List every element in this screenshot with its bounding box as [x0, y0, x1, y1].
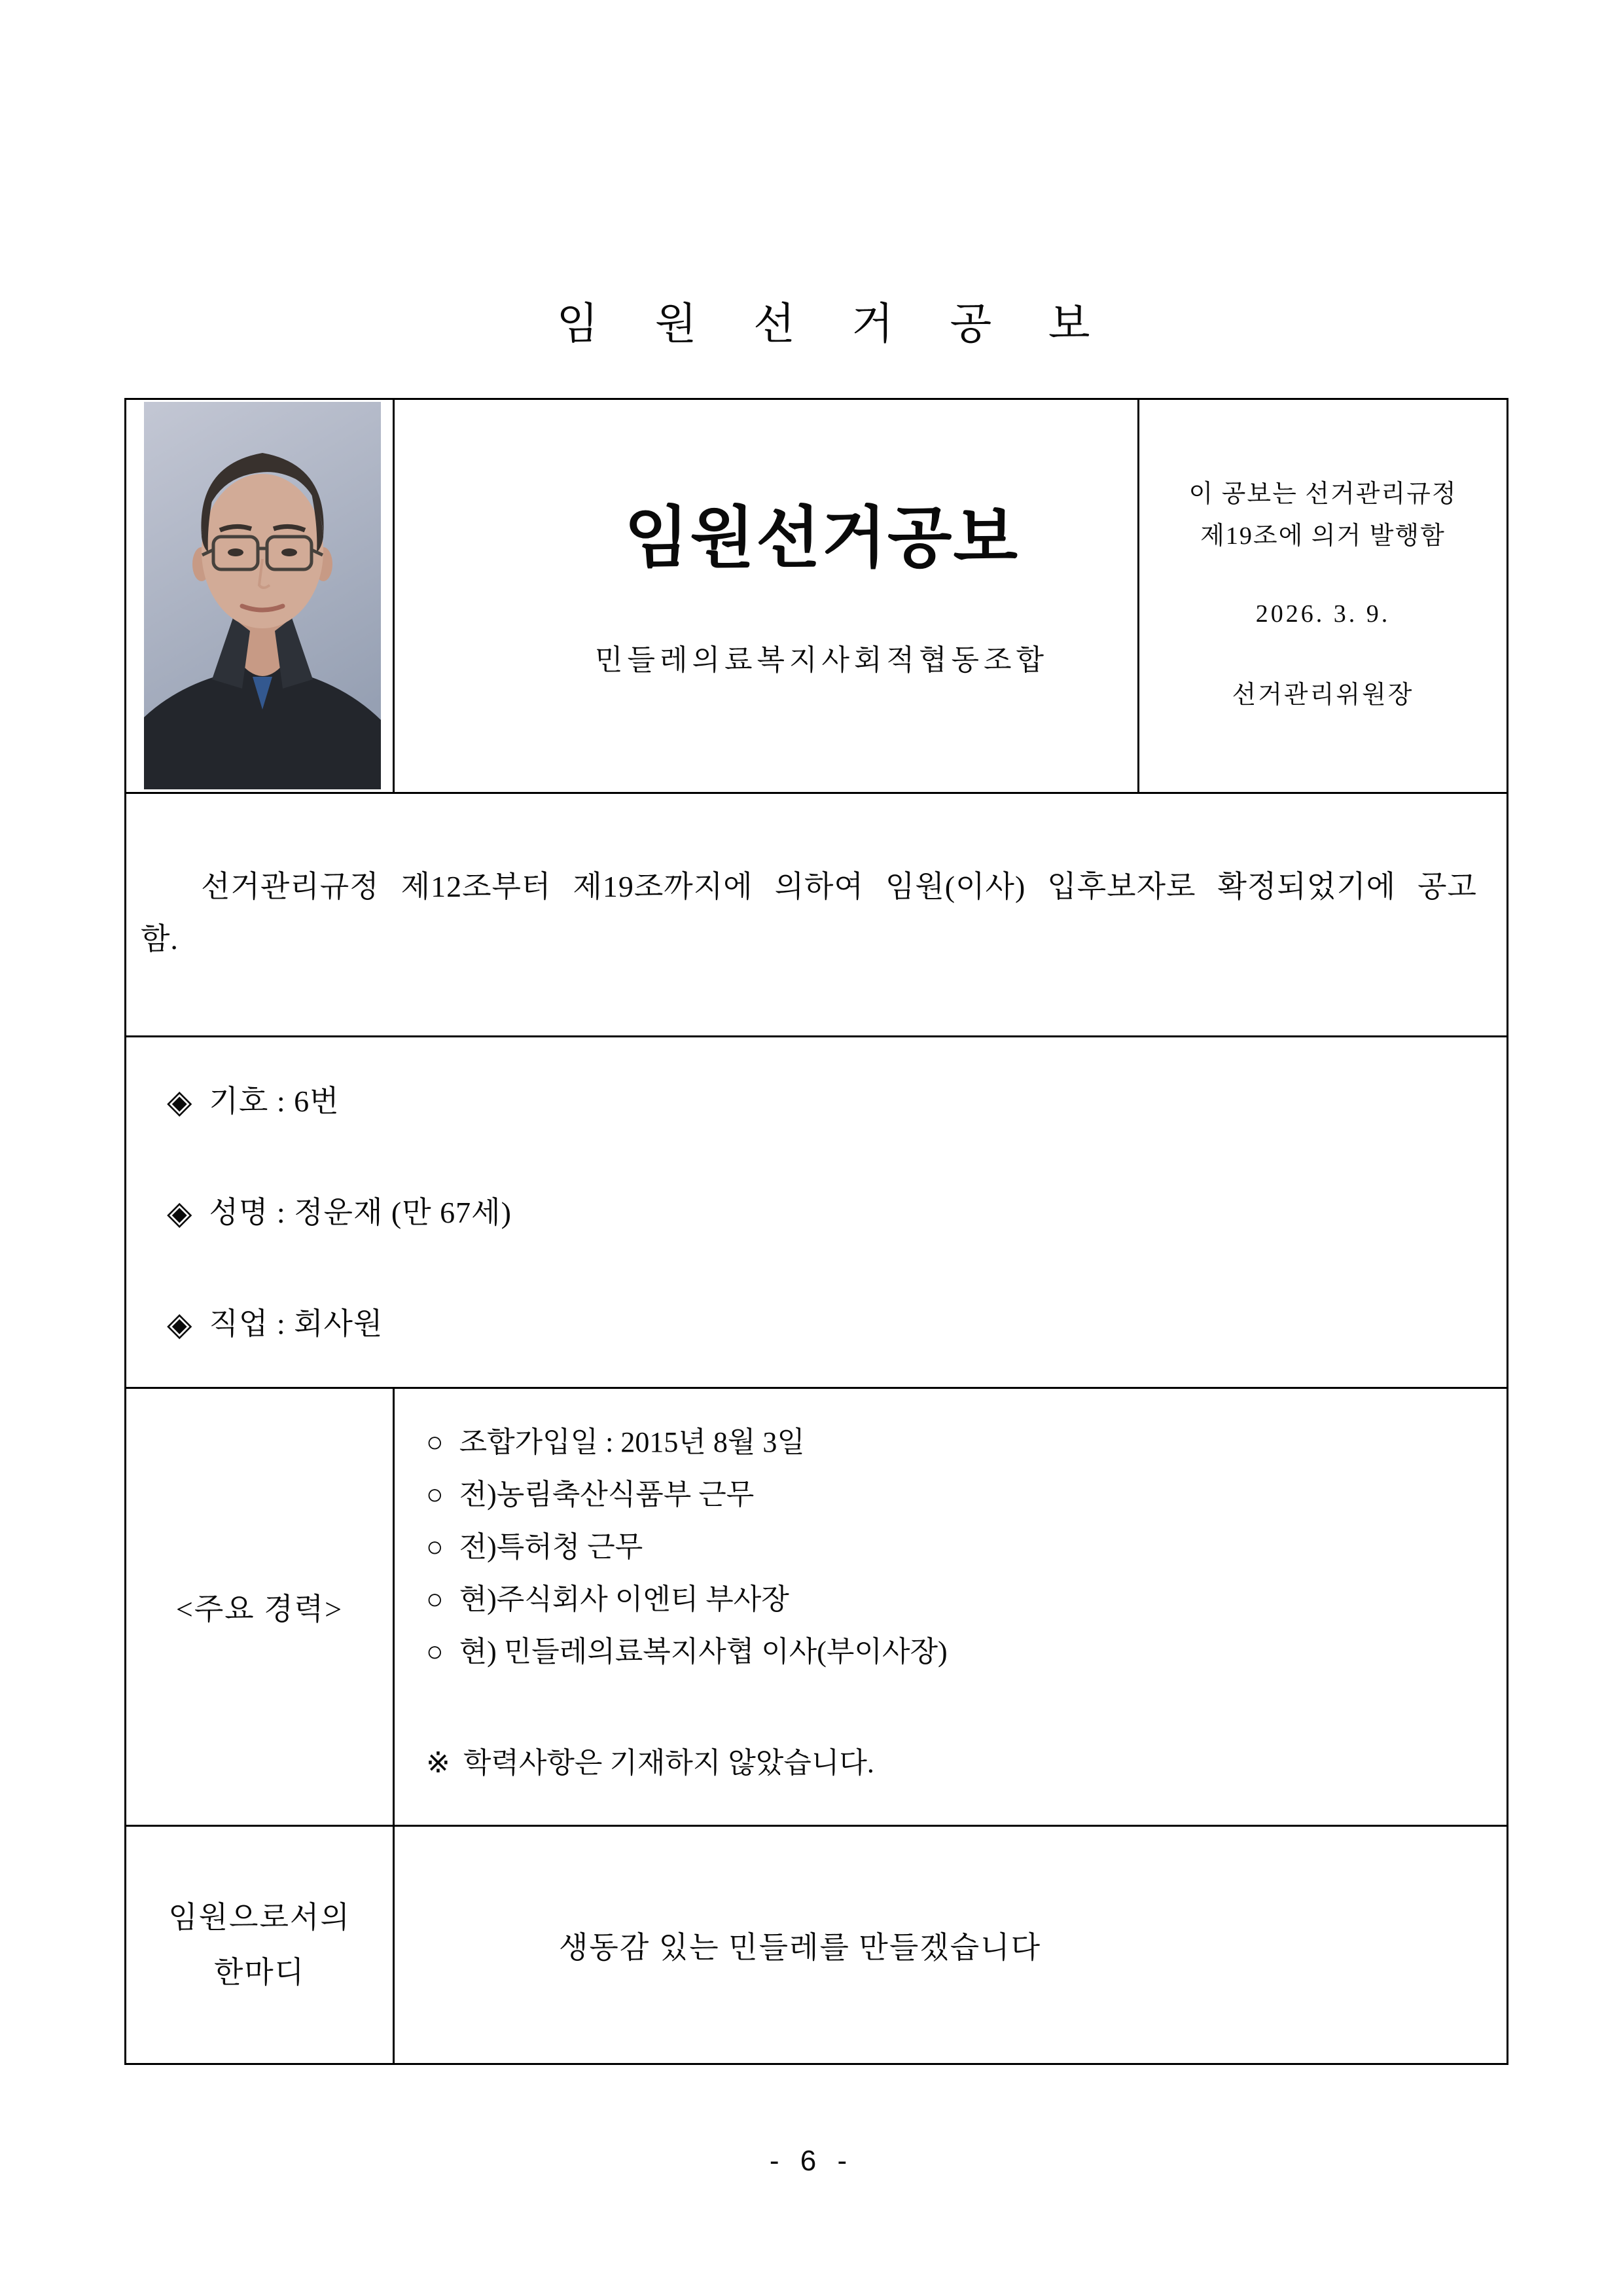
candidate-number-line: [167, 1081, 1507, 1130]
title-cell: [395, 400, 1139, 792]
career-item-text: 현)주식회사 이엔티 부사장: [459, 1583, 789, 1615]
circle-bullet-icon: ○: [426, 1426, 444, 1458]
circle-bullet-icon: ○: [426, 1636, 444, 1668]
message-label-line2: 한마디: [213, 1955, 306, 1989]
diamond-bullet-icon: ◈: [167, 1306, 192, 1342]
career-item-text: 전)농림축산식품부 근무: [459, 1479, 755, 1511]
candidate-job: 직업 : 회사원: [209, 1307, 383, 1340]
announcement-row: [126, 794, 1507, 1037]
education-note-line: [426, 1742, 1507, 1784]
issuance-cell: [1139, 400, 1507, 792]
issue-date: 2026. 3. 9.: [1255, 600, 1391, 628]
page-number: - 6 -: [769, 2145, 854, 2177]
message-label-cell: [126, 1827, 395, 2063]
candidate-job-line: [167, 1303, 1507, 1352]
message-label-line1: 임원으로서의: [168, 1900, 351, 1934]
notice-title: 임원선거공보: [624, 502, 1020, 576]
document-title: 임 원 선 거 공 보: [556, 300, 1090, 348]
career-item: [426, 1521, 1507, 1573]
career-item-text: 조합가입일 : 2015년 8월 3일: [459, 1426, 805, 1458]
issuer-title: 선거관리위원장: [1232, 681, 1414, 709]
circle-bullet-icon: ○: [426, 1583, 444, 1615]
career-item: [426, 1573, 1507, 1626]
career-row: [126, 1389, 1507, 1827]
career-list-cell: [395, 1389, 1507, 1825]
candidate-photo: [144, 402, 381, 789]
reference-mark-icon: ※: [426, 1747, 450, 1779]
issuance-note-line1: 이 공보는 선거관리규정: [1188, 480, 1457, 508]
photo-cell: [126, 400, 395, 792]
header-row: [126, 400, 1507, 794]
issuance-note-line2: 제19조에 의거 발행함: [1200, 522, 1446, 550]
career-section-label: <주요 경력>: [175, 1592, 344, 1626]
organization-name: 민들레의료복지사회적협동조합: [594, 644, 1049, 676]
career-label-cell: [126, 1389, 395, 1825]
diamond-bullet-icon: ◈: [167, 1194, 192, 1231]
career-item: [426, 1416, 1507, 1469]
message-text-cell: [395, 1827, 1507, 2063]
candidate-name: 성명 : 정운재 (만 67세): [209, 1196, 512, 1229]
announcement-text: 선거관리규정 제12조부터 제19조까지에 의하여 임원(이사) 입후보자로 확정되었기에 공고함.: [141, 870, 1477, 956]
candidate-message: 생동감 있는 민들레를 만들겠습니다: [558, 1930, 1042, 1964]
career-item: [426, 1626, 1507, 1678]
message-row: [126, 1827, 1507, 2063]
candidate-facts-row: [126, 1037, 1507, 1389]
career-item-text: 현) 민들레의료복지사협 이사(부이사장): [459, 1636, 948, 1668]
candidate-name-line: [167, 1192, 1507, 1241]
circle-bullet-icon: ○: [426, 1479, 444, 1511]
career-item: [426, 1469, 1507, 1521]
notice-table: [124, 398, 1508, 2065]
diamond-bullet-icon: ◈: [167, 1083, 192, 1120]
candidate-number: 기호 : 6번: [209, 1085, 340, 1118]
circle-bullet-icon: ○: [426, 1531, 444, 1563]
education-note-text: 학력사항은 기재하지 않았습니다.: [463, 1747, 874, 1779]
career-item-text: 전)특허청 근무: [459, 1531, 643, 1563]
